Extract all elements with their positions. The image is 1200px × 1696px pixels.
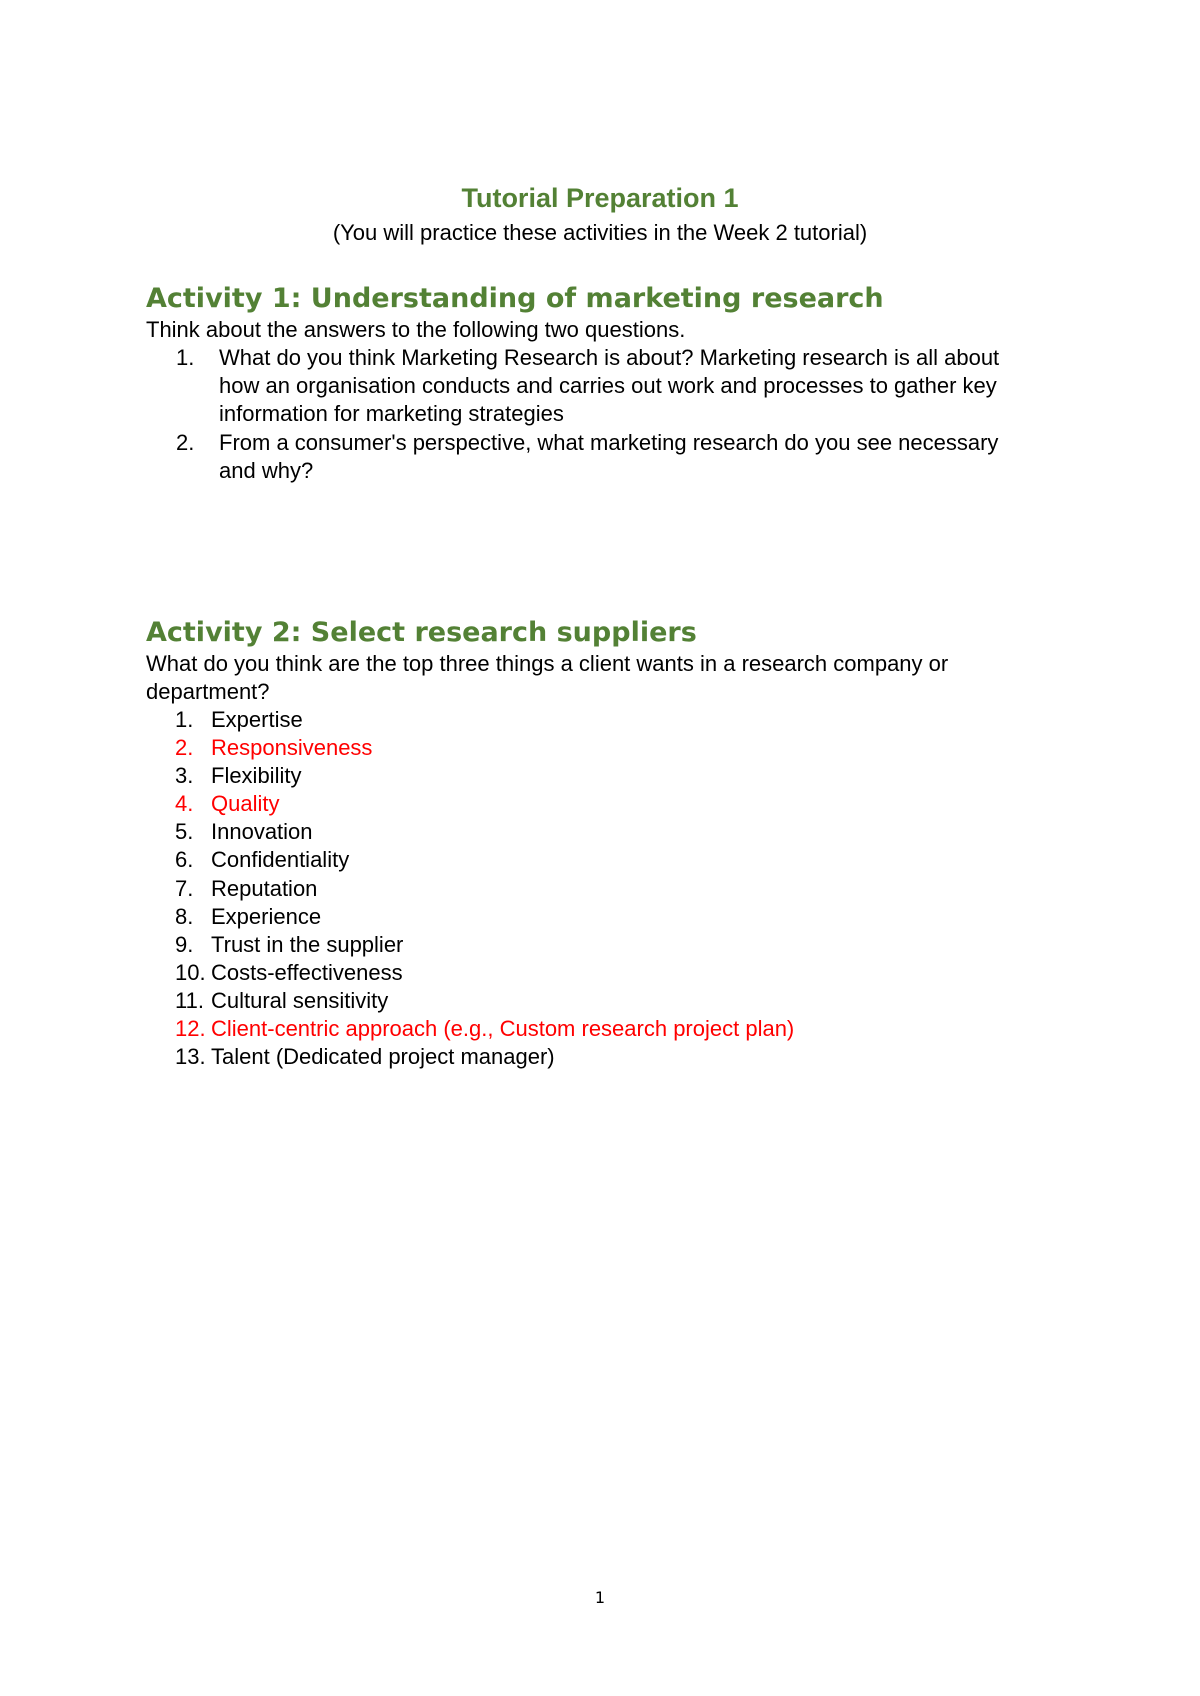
list-item	[146, 875, 794, 903]
activity-1-question-list	[146, 344, 1046, 485]
list-item	[146, 1043, 794, 1071]
list-item	[146, 734, 794, 762]
list-item-number: 8.	[175, 903, 194, 929]
list-item-number: 2.	[175, 735, 194, 761]
list-item-text: Cultural sensitivity	[211, 987, 389, 1013]
document-subtitle: (You will practice these activities in the Week 2 tutorial)	[332, 220, 868, 245]
list-item-text: From a consumer's perspective, what marketing research do you see necessary and why?	[219, 429, 999, 483]
list-item-number: 2.	[176, 429, 195, 455]
document-title: Tutorial Preparation 1	[461, 183, 739, 213]
list-item-number: 1.	[175, 707, 194, 732]
list-item	[146, 790, 794, 818]
list-item-number: 9.	[175, 931, 194, 957]
list-item	[146, 706, 794, 734]
list-item-text: Costs-effectiveness	[211, 959, 403, 985]
list-item-text: Responsiveness	[211, 735, 373, 761]
list-item-text: Talent (Dedicated project manager)	[211, 1044, 555, 1070]
list-item-text: Expertise	[211, 707, 303, 732]
list-item-number: 1.	[176, 345, 195, 370]
page-number: 1	[594, 1588, 606, 1607]
list-item	[146, 987, 794, 1015]
list-item	[146, 959, 794, 987]
list-item-number: 12.	[175, 1016, 206, 1042]
activity-1-intro: Think about the answers to the following two questions.	[146, 317, 686, 342]
list-item-number: 13.	[175, 1044, 206, 1070]
activity-2-intro: What do you think are the top three things a client wants in a research company or department?	[146, 651, 949, 704]
list-item-number: 6.	[175, 847, 194, 873]
list-item	[146, 344, 1019, 429]
list-item	[146, 931, 794, 959]
list-item-number: 4.	[175, 791, 194, 817]
list-item	[146, 818, 794, 846]
list-item-text: Flexibility	[211, 763, 302, 789]
list-item	[146, 903, 794, 931]
list-item-number: 11.	[175, 987, 204, 1013]
list-item-number: 10.	[175, 959, 206, 985]
list-item-number: 5.	[175, 819, 194, 845]
list-item	[146, 429, 1019, 485]
list-item-text: What do you think Marketing Research is about? Marketing research is all about how an organisation conducts and carries out work and processes to gather key information for marketing strategies	[219, 345, 1000, 427]
list-item	[146, 762, 794, 790]
list-item-number: 7.	[175, 875, 194, 901]
activity-1-heading: Activity 1: Understanding of marketing research	[146, 283, 884, 314]
list-item-text: Innovation	[211, 819, 313, 845]
list-item-text: Trust in the supplier	[211, 931, 404, 957]
list-item-text: Quality	[211, 791, 280, 817]
list-item	[146, 1015, 794, 1043]
list-item-number: 3.	[175, 763, 194, 789]
list-item-text: Experience	[211, 903, 322, 929]
list-item-text: Client-centric approach (e.g., Custom research project plan)	[211, 1016, 795, 1042]
list-item-text: Confidentiality	[211, 847, 350, 873]
activity-2-heading: Activity 2: Select research suppliers	[146, 617, 697, 648]
list-item	[146, 846, 794, 874]
activity-2-item-list	[146, 706, 794, 1071]
list-item-text: Reputation	[211, 875, 318, 901]
